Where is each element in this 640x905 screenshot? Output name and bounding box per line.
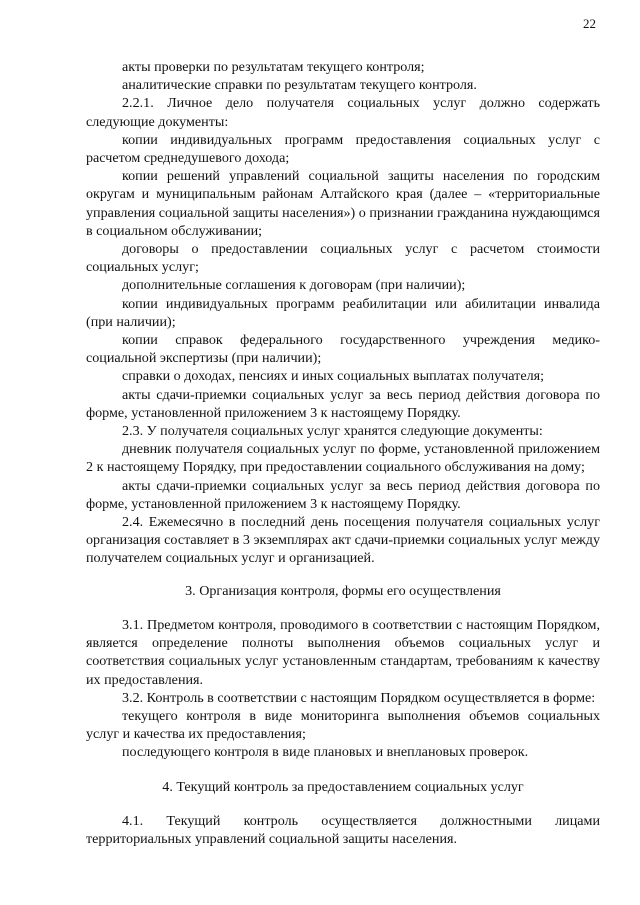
paragraph-2-4: 2.4. Ежемесячно в последний день посещения получателя социальных услуг организация составляет в 3 экземплярах акт сдачи-приемки социальных услуг между получателем социальных услуг и организацией. <box>86 514 600 567</box>
paragraph-2-3: 2.3. У получателя социальных услуг хранятся следующие документы: <box>122 423 543 440</box>
paragraph-3-2: 3.2. Контроль в соответствии с настоящим Порядком осуществляется в форме: <box>122 689 596 706</box>
list-item: дневник получателя социальных услуг по форме, установленной приложением 2 к настоящему Порядку, при предоставлении социального обслуживания на дому; <box>86 441 600 476</box>
intro-item: аналитические справки по результатам текущего контроля. <box>122 77 477 94</box>
list-item: копии справок федерального государственного учреждения медико-социальной экспертизы (при наличии); <box>86 332 600 367</box>
page-number: 22 <box>583 16 596 31</box>
list-item: копии индивидуальных программ реабилитации или абилитации инвалида (при наличии); <box>86 295 600 330</box>
list-item: текущего контроля в виде мониторинга выполнения объемов социальных услуг и качества их предоставления; <box>86 707 600 743</box>
section-heading: 3. Организация контроля, формы его осуществления <box>185 582 501 599</box>
list-item: дополнительные соглашения к договорам (при наличии); <box>122 277 466 294</box>
list-item: акты сдачи-приемки социальных услуг за весь период действия договора по форме, установленной приложением 3 к настоящему Порядку. <box>86 386 600 421</box>
document-body <box>86 58 600 848</box>
paragraph-2-2-1: 2.2.1. Личное дело получателя социальных услуг должно содержать следующие документы: <box>86 95 600 130</box>
list-item: копии решений управлений социальной защиты населения по городским округам и муниципальным районам Алтайского края (далее – «территориальные управления социальной защиты населения») о признании гражданина нуждающимся в социальном обслуживании; <box>86 168 600 239</box>
list-item: копии индивидуальных программ предоставления социальных услуг с расчетом среднедушевого дохода; <box>86 131 600 167</box>
list-item: акты сдачи-приемки социальных услуг за весь период действия договора по форме, установленной приложением 3 к настоящему Порядку. <box>86 477 600 512</box>
list-item: последующего контроля в виде плановых и внеплановых проверок. <box>122 744 529 761</box>
list-item: договоры о предоставлении социальных услуг с расчетом стоимости социальных услуг; <box>86 241 600 276</box>
section-heading: 4. Текущий контроль за предоставлением социальных услуг <box>162 778 524 795</box>
paragraph-4-1: 4.1. Текущий контроль осуществляется должностными лицами территориальных управлений социальной защиты населения. <box>86 812 600 847</box>
intro-item: акты проверки по результатам текущего контроля; <box>122 59 425 75</box>
paragraph-3-1: 3.1. Предметом контроля, проводимого в соответствии с настоящим Порядком, является определение полноты выполнения объемов социальных услуг и соответствия социальных услуг установленным стандартам, требованиям к качеству их предоставления. <box>86 616 600 688</box>
list-item: справки о доходах, пенсиях и иных социальных выплатах получателя; <box>122 368 545 385</box>
